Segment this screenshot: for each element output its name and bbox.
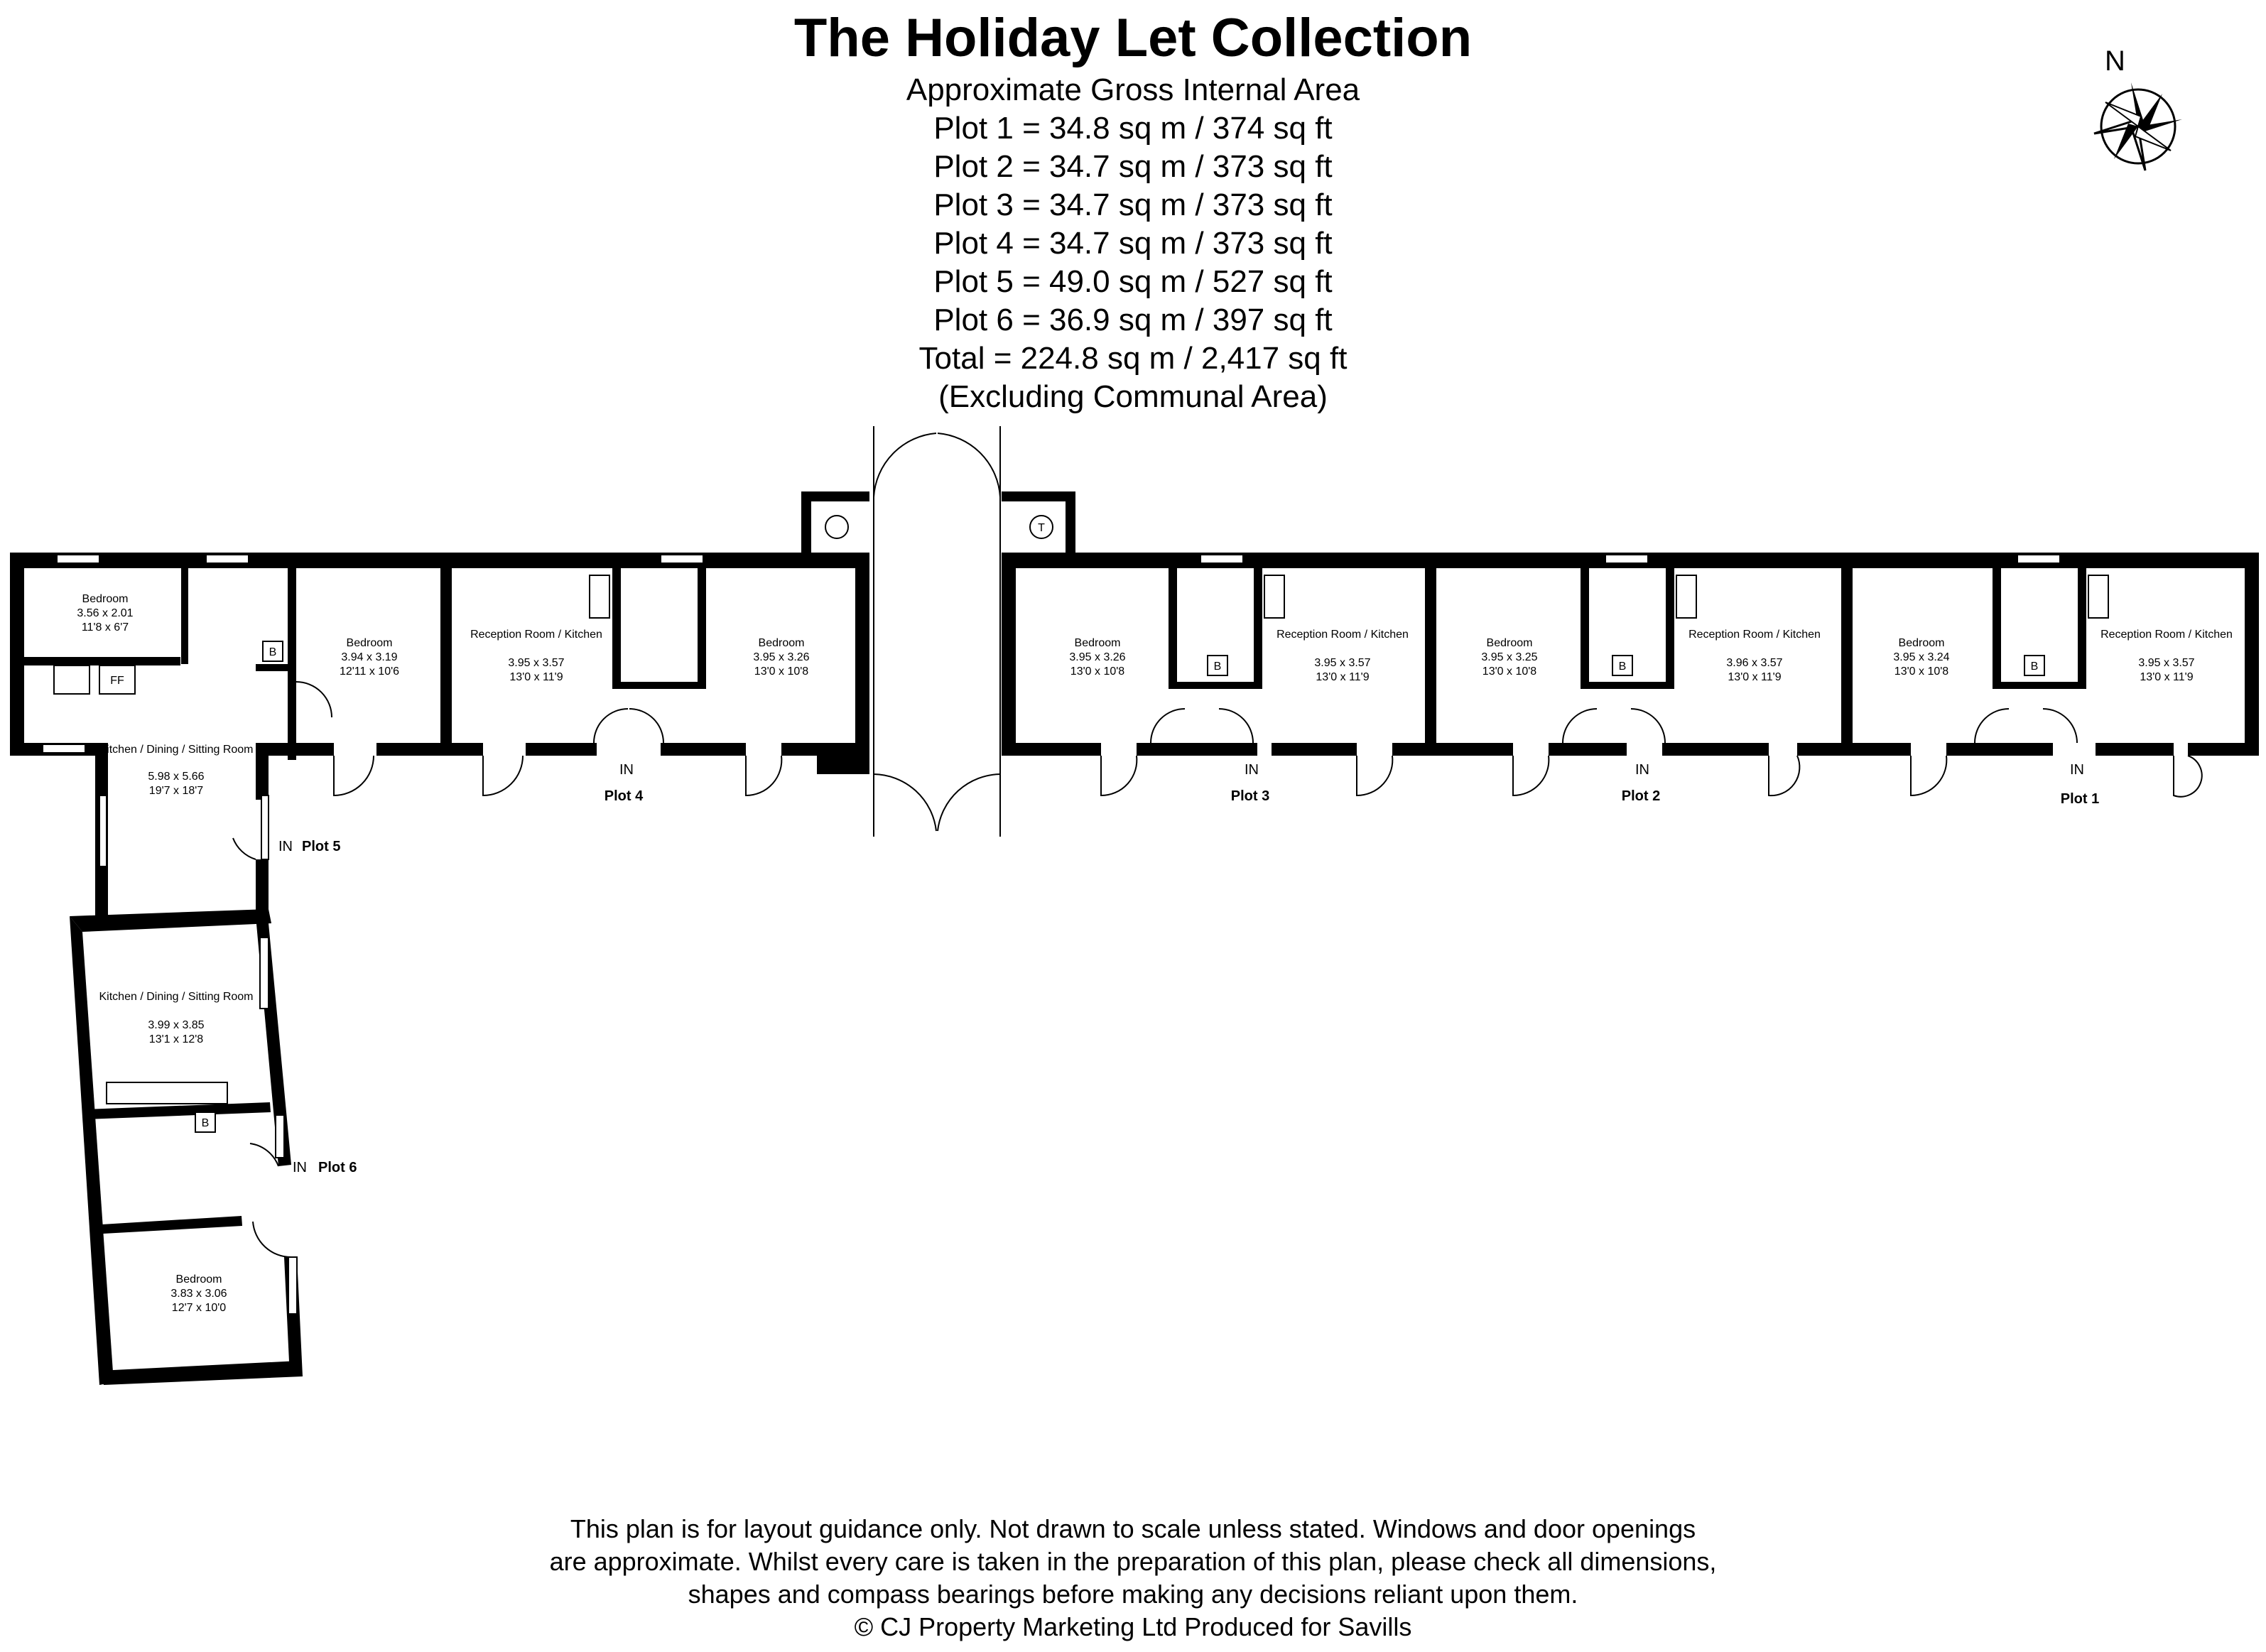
plot-label-2: Plot 2 bbox=[1621, 788, 1661, 804]
room-imperial: 13'1 x 12'8 bbox=[148, 1033, 204, 1045]
boiler-label-plot6: B bbox=[201, 1117, 210, 1129]
room-metric: 3.94 x 3.19 bbox=[341, 651, 398, 663]
room-metric: 3.95 x 3.57 bbox=[2138, 657, 2195, 669]
walls bbox=[10, 491, 2259, 1385]
entrance-label: IN bbox=[293, 1160, 307, 1175]
room-metric: 3.96 x 3.57 bbox=[1726, 657, 1783, 669]
room-name: Kitchen / Dining / Sitting Room bbox=[99, 744, 254, 756]
boiler-label-plot3: B bbox=[1213, 661, 1222, 673]
room-name: Reception Room / Kitchen bbox=[1688, 629, 1821, 641]
area-line-plot4: Plot 4 = 34.7 sq m / 373 sq ft bbox=[933, 226, 1333, 261]
copyright-line: © CJ Property Marketing Ltd Produced for Savills bbox=[854, 1612, 1412, 1641]
room-metric: 3.95 x 3.24 bbox=[1893, 651, 1950, 663]
room-imperial: 12'11 x 10'6 bbox=[339, 665, 400, 678]
disclaimer-line: shapes and compass bearings before making any decisions reliant upon them. bbox=[688, 1580, 1578, 1609]
hob-icon bbox=[54, 665, 90, 694]
plot-label-5: Plot 5 bbox=[302, 839, 341, 854]
room-metric: 3.99 x 3.85 bbox=[148, 1019, 205, 1031]
room-imperial: 13'0 x 10'8 bbox=[1482, 665, 1537, 678]
fixtures bbox=[54, 516, 2108, 1132]
room-metric: 3.95 x 3.57 bbox=[1314, 657, 1371, 669]
room-imperial: 13'0 x 10'8 bbox=[1894, 665, 1949, 678]
area-subtitle: Approximate Gross Internal Area bbox=[906, 72, 1360, 107]
plot-labels bbox=[278, 762, 2099, 1175]
fridge-freezer-label: FF bbox=[110, 675, 124, 687]
room-metric: 5.98 x 5.66 bbox=[148, 771, 205, 783]
boiler-label: B bbox=[269, 646, 277, 658]
room-imperial: 12'7 x 10'0 bbox=[171, 1302, 227, 1314]
room-imperial: 13'0 x 11'9 bbox=[1316, 671, 1370, 683]
sink-icon bbox=[590, 575, 609, 618]
plot-label-4: Plot 4 bbox=[604, 788, 644, 804]
room-name: Bedroom bbox=[175, 1273, 222, 1286]
room-imperial: 13'0 x 10'8 bbox=[754, 665, 809, 678]
disclaimer-line: This plan is for layout guidance only. Not drawn to scale unless stated. Windows and door openings bbox=[570, 1514, 1696, 1543]
room-metric: 3.83 x 3.06 bbox=[170, 1288, 227, 1300]
wc-icon bbox=[825, 516, 848, 538]
area-line-plot2: Plot 2 = 34.7 sq m / 373 sq ft bbox=[933, 149, 1333, 184]
compass-north-label: N bbox=[2105, 45, 2125, 77]
room-name: Kitchen / Dining / Sitting Room bbox=[99, 991, 254, 1003]
room-name: Bedroom bbox=[1074, 637, 1121, 649]
room-name: Bedroom bbox=[1898, 637, 1945, 649]
area-line-total: Total = 224.8 sq m / 2,417 sq ft bbox=[918, 341, 1348, 376]
room-imperial: 13'0 x 11'9 bbox=[1728, 671, 1782, 683]
room-imperial: 13'0 x 11'9 bbox=[2140, 671, 2194, 683]
room-name: Bedroom bbox=[346, 637, 393, 649]
room-labels bbox=[77, 593, 2233, 1314]
plot-label-6: Plot 6 bbox=[318, 1160, 357, 1175]
room-metric: 3.56 x 2.01 bbox=[77, 607, 134, 619]
area-line-plot1: Plot 1 = 34.8 sq m / 374 sq ft bbox=[933, 111, 1333, 146]
room-imperial: 19'7 x 18'7 bbox=[148, 785, 204, 797]
entrance-label: IN bbox=[1635, 762, 1649, 778]
door-swings bbox=[233, 682, 2202, 1257]
room-name: Reception Room / Kitchen bbox=[1276, 629, 1409, 641]
kitchen-units-icon bbox=[107, 1082, 227, 1104]
sink-icon bbox=[1264, 575, 1284, 618]
room-name: Bedroom bbox=[758, 637, 805, 649]
room-metric: 3.95 x 3.26 bbox=[753, 651, 810, 663]
boiler-label-plot1: B bbox=[2030, 661, 2039, 673]
disclaimer bbox=[0, 1513, 2266, 1643]
room-imperial: 13'0 x 10'8 bbox=[1070, 665, 1125, 678]
disclaimer-line: are approximate. Whilst every care is taken in the preparation of this plan, please check all dimensions, bbox=[549, 1547, 1717, 1576]
area-line-plot6: Plot 6 = 36.9 sq m / 397 sq ft bbox=[933, 303, 1333, 337]
area-line-note: (Excluding Communal Area) bbox=[938, 379, 1328, 414]
plot-label-3: Plot 3 bbox=[1230, 788, 1270, 804]
room-name: Bedroom bbox=[1486, 637, 1533, 649]
page-title: The Holiday Let Collection bbox=[793, 8, 1473, 68]
entrance-label: IN bbox=[619, 762, 634, 778]
area-line-plot5: Plot 5 = 49.0 sq m / 527 sq ft bbox=[933, 264, 1333, 299]
room-metric: 3.95 x 3.57 bbox=[508, 657, 565, 669]
entrance-label: IN bbox=[2070, 762, 2084, 778]
entrance-label: IN bbox=[1245, 762, 1259, 778]
entrance-label: IN bbox=[278, 839, 293, 854]
room-metric: 3.95 x 3.25 bbox=[1481, 651, 1538, 663]
room-imperial: 13'0 x 11'9 bbox=[509, 671, 563, 683]
room-name: Reception Room / Kitchen bbox=[470, 629, 602, 641]
sink-icon bbox=[2088, 575, 2108, 618]
room-metric: 3.95 x 3.26 bbox=[1069, 651, 1126, 663]
boiler-label-plot2: B bbox=[1618, 661, 1627, 673]
plot-label-1: Plot 1 bbox=[2060, 791, 2100, 807]
communal-entrance-doors bbox=[874, 426, 1000, 837]
sink-icon bbox=[1676, 575, 1696, 618]
toilet-symbol-label: T bbox=[1038, 522, 1045, 534]
room-name: Reception Room / Kitchen bbox=[2100, 629, 2233, 641]
room-name: Bedroom bbox=[82, 593, 129, 605]
room-imperial: 11'8 x 6'7 bbox=[81, 621, 129, 634]
area-line-plot3: Plot 3 = 34.7 sq m / 373 sq ft bbox=[933, 188, 1333, 222]
